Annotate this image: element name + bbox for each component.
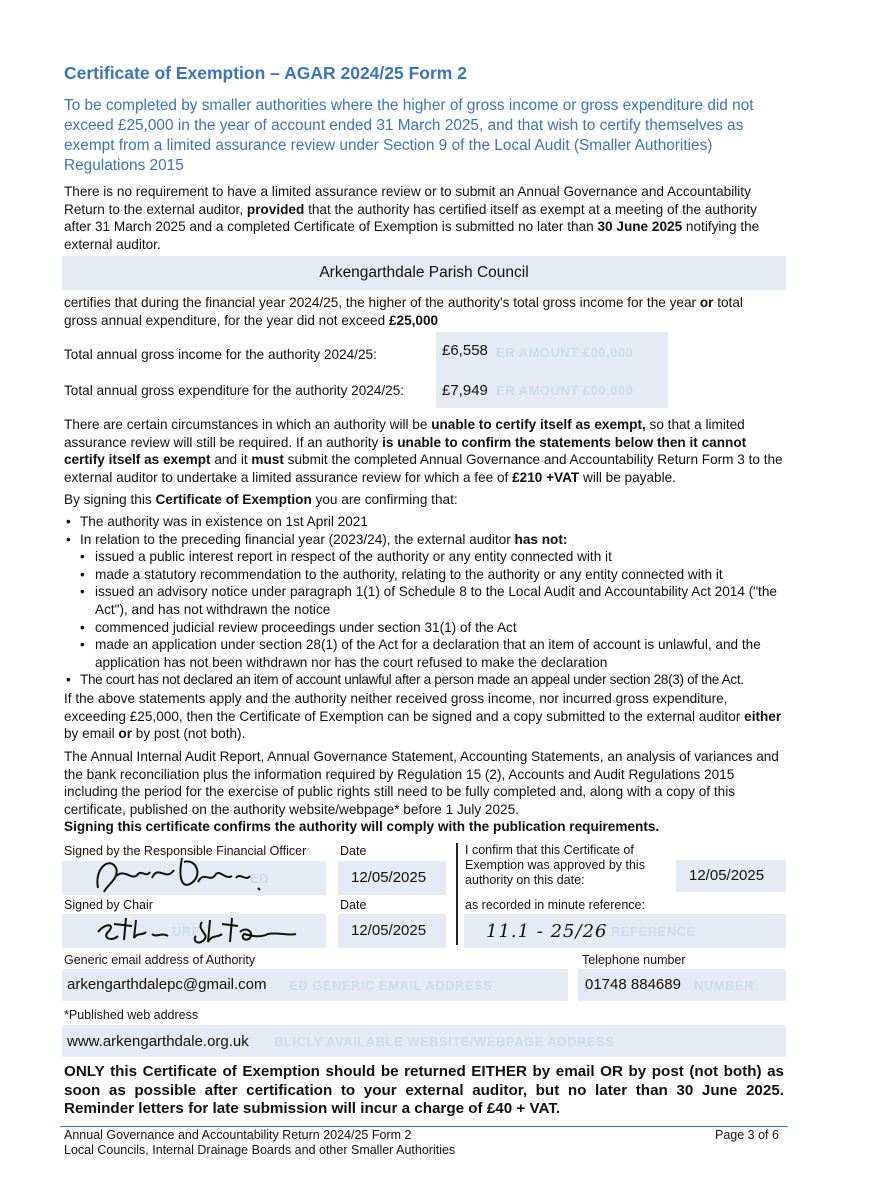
phone-field-placeholder: NUMBER — [694, 978, 755, 993]
footer-divider — [60, 1126, 788, 1127]
page-title: Certificate of Exemption – AGAR 2024/25 Form 2 — [64, 63, 467, 83]
conditions-list — [64, 513, 790, 689]
email-value: arkengarthdalepc@gmail.com — [67, 976, 267, 993]
income-value: £6,558 — [442, 342, 488, 359]
email-field-placeholder: ED GENERIC EMAIL ADDRESS — [289, 978, 493, 993]
chair-label: Signed by Chair — [64, 898, 153, 912]
expenditure-value: £7,949 — [442, 382, 488, 399]
rfo-signature-image — [86, 848, 276, 900]
divider — [456, 843, 458, 945]
annual-report-paragraph: The Annual Internal Audit Report, Annual Governance Statement, Accounting Statements, an analysis of variances and the bank reconciliation plus the information required by Regulation 15 (2), Accounts and Audit Regulations 2015 including the period for the exercise of public rights still need to be fully completed and, along with a copy of this certificate, published on the authority website/webpage* before 1 July 2025. — [64, 749, 779, 817]
footer-text — [64, 1128, 455, 1158]
list-item: • made an application under section 28(1) of the Act for a declaration that an item of account is unlawful, and the application has not been withdrawn nor has the court refused to make the declaration — [64, 636, 790, 671]
rfo-date-label: Date — [340, 844, 367, 858]
list-item: • In relation to the preceding financial year (2023/24), the external auditor has not: — [64, 531, 790, 549]
list-item: • issued an advisory notice under paragraph 1(1) of Schedule 8 to the Local Audit and Accountability Act 2014 ("the Act"), and has not withdrawn the notice — [64, 583, 790, 618]
intro-paragraph: There is no requirement to have a limited assurance review or to submit an Annual Governance and Accountability Return to the external auditor, provided that the authority has certified itself as exempt at a meeting of the authority after 31 March 2025 and a completed Certificate of Exemption is submitted no later than 30 June 2025 notifying the external auditor. — [64, 184, 760, 252]
rfo-label: Signed by the Responsible Financial Officer — [64, 844, 307, 858]
chair-signature-image — [92, 912, 302, 952]
confirm-date: 12/05/2025 — [689, 867, 765, 884]
minute-label: as recorded in minute reference: — [465, 898, 645, 912]
list-item: • The court has not declared an item of account unlawful after a person made an appeal under section 28(3) of the Act. — [64, 671, 790, 689]
authority-name: Arkengarthdale Parish Council — [319, 264, 529, 281]
income-field-placeholder: ER AMOUNT £00,000 — [496, 345, 634, 360]
page-subtitle: To be completed by smaller authorities where the higher of gross income or gross expenditure did not exceed £25,000 in the year of account ended 31 March 2025, and that wish to certify themselves as exempt from a limited assurance review under Section 9 of the Local Audit (Smaller Authorities) Regulations 2015 — [64, 97, 754, 174]
signing-confirms: Signing this certificate confirms the authority will comply with the publication requirements. — [64, 819, 660, 834]
list-item: • The authority was in existence on 1st April 2021 — [64, 513, 790, 531]
circumstances-paragraph: There are certain circumstances in which an authority will be unable to certify itself as exempt, so that a limited assurance review will still be required. If an authority is unable to confirm the statements below then it cannot certify itself as exempt and it must submit the completed Annual Governance and Accountability Return Form 3 to the external auditor to undertake a limited assurance review for which a fee of £210 +VAT will be payable. — [64, 417, 783, 485]
web-label: *Published web address — [64, 1008, 199, 1022]
chair-date: 12/05/2025 — [351, 922, 427, 939]
list-item: • commenced judicial review proceedings under section 31(1) of the Act — [64, 619, 790, 637]
chair-field-placeholder: URE — [172, 924, 201, 939]
signing-intro: By signing this Certificate of Exemption you are confirming that: — [64, 492, 458, 507]
return-notice: ONLY this Certificate of Exemption should be returned EITHER by email OR by post (not both) as soon as possible after certification to your external auditor, but no later than 30 June 2025. Reminder letters for late submission will incur a charge of £40 + VAT. — [64, 1063, 784, 1118]
minute-reference: 11.1 - 25/26 — [486, 921, 608, 942]
phone-value: 01748 884689 — [585, 976, 681, 993]
phone-label: Telephone number — [582, 953, 686, 967]
web-field-placeholder: BLICLY AVAILABLE WEBSITE/WEBPAGE ADDRESS — [274, 1034, 615, 1049]
chair-date-label: Date — [340, 898, 367, 912]
page-number: Page 3 of 6 — [715, 1128, 779, 1142]
expenditure-field-placeholder: ER AMOUNT £00,000 — [496, 383, 634, 398]
if-above-paragraph: If the above statements apply and the authority neither received gross income, nor incurred gross expenditure, exceeding £25,000, then the Certificate of Exemption can be signed and a copy submitted to the external auditor either by email or by post (not both). — [64, 691, 782, 742]
list-item: • made a statutory recommendation to the authority, relating to the authority or any entity connected with it — [64, 566, 790, 584]
footer-line-1: Annual Governance and Accountability Return 2024/25 Form 2 — [64, 1128, 412, 1142]
web-value: www.arkengarthdale.org.uk — [67, 1033, 249, 1050]
certifies-statement: certifies that during the financial year 2024/25, the higher of the authority's total gross income for the year or total gross annual expenditure, for the year did not exceed £25,000 — [64, 295, 743, 328]
expenditure-label: Total annual gross expenditure for the authority 2024/25: — [64, 383, 405, 398]
confirm-label: I confirm that this Certificate of Exemption was approved by this authority on this date: — [465, 843, 645, 887]
footer-line-2: Local Councils, Internal Drainage Boards and other Smaller Authorities — [64, 1143, 456, 1157]
rfo-field-placeholder: ED — [250, 871, 270, 886]
income-label: Total annual gross income for the authority 2024/25: — [64, 347, 377, 362]
rfo-date: 12/05/2025 — [351, 869, 427, 886]
email-label: Generic email address of Authority — [64, 953, 256, 967]
list-item: • issued a public interest report in respect of the authority or any entity connected with it — [64, 548, 790, 566]
minute-field-placeholder: REFERENCE — [611, 924, 696, 939]
